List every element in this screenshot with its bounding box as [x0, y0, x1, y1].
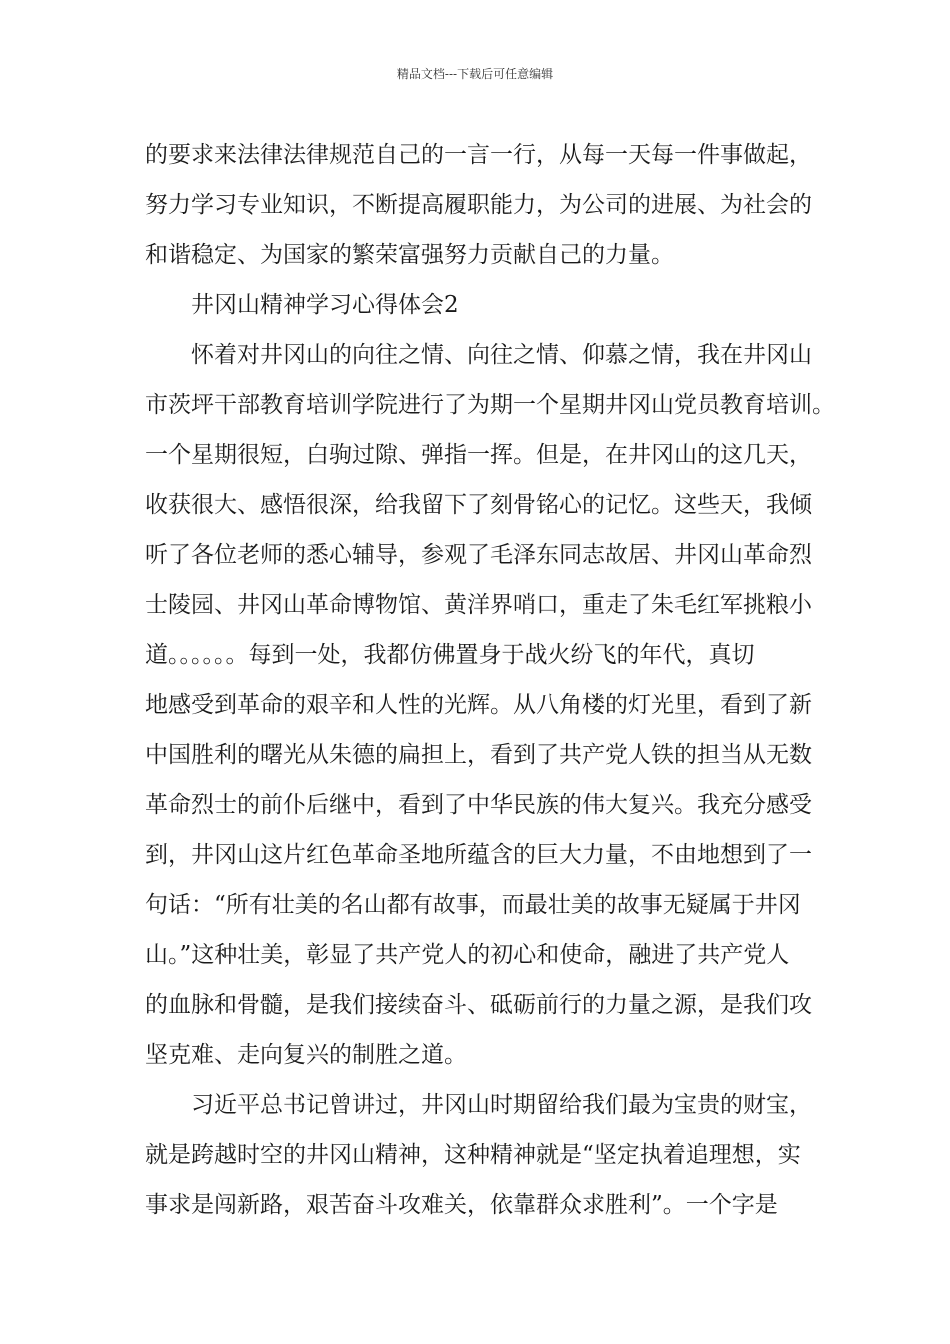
text-line: 和谐稳定、为国家的繁荣富强努力贡献自己的力量。 [145, 242, 674, 268]
text-line: 中国胜利的曙光从朱德的扁担上，看到了共产党人铁的担当从无数 [145, 742, 812, 768]
text-line: 道。。。。。。每到一处，我都仿佛置身于战火纷飞的年代，真切 [145, 642, 755, 668]
paragraph-start: 怀着对井冈山的向往之情、向往之情、仰慕之情，我在井冈山 [191, 342, 812, 368]
text-line: 听了各位老师的悉心辅导，参观了毛泽东同志故居、井冈山革命烈 [145, 542, 812, 568]
text-line: 一个星期很短，白驹过隙、弹指一挥。但是，在井冈山的这几天， [145, 442, 812, 468]
page-header: 精品文档---下载后可任意编辑 [396, 67, 554, 81]
text-line: 山。”这种壮美，彰显了共产党人的初心和使命，融进了共产党人 [145, 942, 790, 968]
document-body [145, 130, 835, 1230]
text-line: 的血脉和骨髓，是我们接续奋斗、砥砺前行的力量之源，是我们攻 [145, 992, 812, 1018]
text-line: 到，井冈山这片红色革命圣地所蕴含的巨大力量，不由地想到了一 [145, 842, 812, 868]
text-line: 坚克难、走向复兴的制胜之道。 [145, 1042, 467, 1068]
text-line: 事求是闯新路，艰苦奋斗攻难关，依靠群众求胜利”。一个字是 [145, 1192, 778, 1218]
text-line: 收获很大、感悟很深，给我留下了刻骨铭心的记忆。这些天，我倾 [145, 492, 812, 518]
text-line: 地感受到革命的艰辛和人性的光辉。从八角楼的灯光里，看到了新 [145, 692, 812, 718]
paragraph-start: 习近平总书记曾讲过，井冈山时期留给我们最为宝贵的财宝， [191, 1092, 812, 1118]
text-line: 句话：“所有壮美的名山都有故事，而最壮美的故事无疑属于井冈 [145, 892, 801, 918]
text-line: 就是跨越时空的井冈山精神，这种精神就是“坚定执着追理想，实 [145, 1142, 801, 1168]
text-line: 的要求来法律法律规范自己的一言一行，从每一天每一件事做起， [145, 142, 812, 168]
text-line: 努力学习专业知识，不断提高履职能力，为公司的进展、为社会的 [145, 192, 812, 218]
text-line: 士陵园、井冈山革命博物馆、黄洋界哨口，重走了朱毛红军挑粮小 [145, 592, 812, 618]
text-line: 革命烈士的前仆后继中，看到了中华民族的伟大复兴。我充分感受 [145, 792, 812, 818]
text-line: 市茨坪干部教育培训学院进行了为期一个星期井冈山党员教育培训。 [145, 392, 835, 418]
section-heading: 井冈山精神学习心得体会2 [191, 292, 459, 318]
